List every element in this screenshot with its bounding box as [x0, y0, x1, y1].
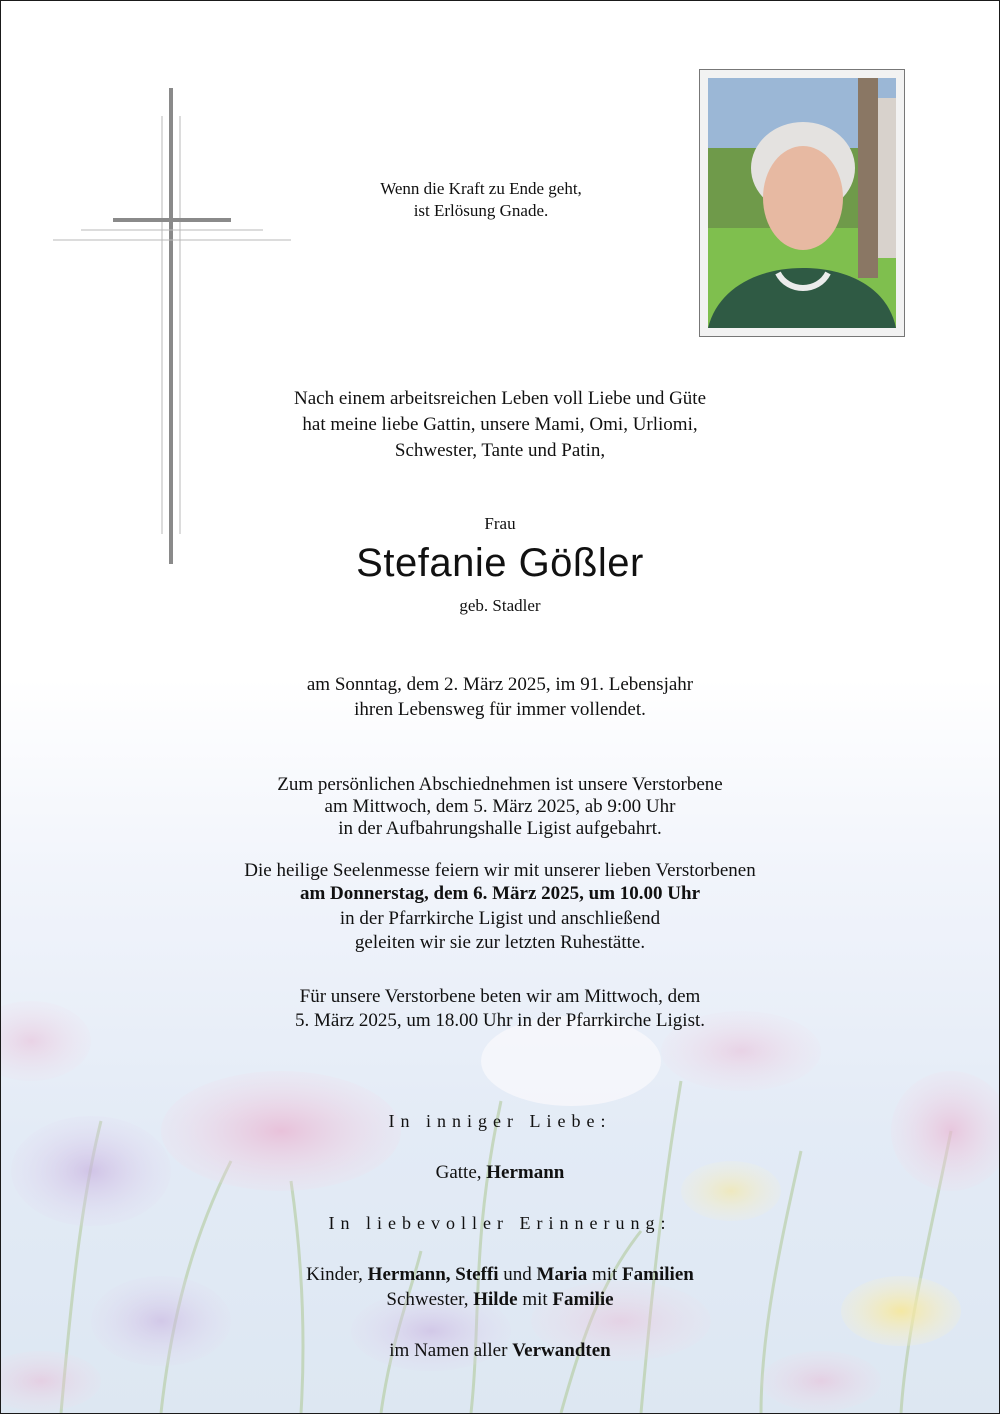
- sibling-line: [1, 1288, 999, 1312]
- portrait-frame: [699, 69, 905, 337]
- death-line-2: ihren Lebensweg für immer vollendet.: [354, 699, 646, 720]
- intro-line-3: Schwester, Tante und Patin,: [394, 440, 606, 461]
- intro-line-1: Nach einem arbeitsreichen Leben voll Liebe und Güte: [293, 388, 707, 409]
- relatives-prefix: im Namen aller: [389, 1340, 508, 1361]
- with-word-2: mit: [522, 1289, 548, 1310]
- mass-line-1: Die heilige Seelenmesse feiern wir mit unserer lieben Verstorbenen: [244, 860, 756, 881]
- prayer-line-1: Für unsere Verstorbene beten wir am Mittwoch, dem: [299, 986, 701, 1007]
- deceased-name: Stefanie Gößler: [356, 541, 644, 585]
- with-word-1: mit: [591, 1264, 618, 1285]
- spouse-prefix: Gatte,: [435, 1162, 482, 1183]
- spouse-line: [1, 1161, 999, 1185]
- viewing-line-3: in der Aufbahrungshalle Ligist aufgebahrt.: [338, 818, 662, 839]
- family: Familie: [552, 1289, 614, 1310]
- prayer-line-2: 5. März 2025, um 18.00 Uhr in der Pfarrkirche Ligist.: [295, 1010, 705, 1031]
- and-word: und: [503, 1264, 532, 1285]
- families: Familien: [622, 1264, 694, 1285]
- portrait-photo: [708, 78, 896, 328]
- quote-line-2: ist Erlösung Gnade.: [413, 201, 549, 220]
- quote-line-1: Wenn die Kraft zu Ende geht,: [380, 179, 582, 198]
- relatives: Verwandten: [512, 1340, 611, 1361]
- mourners-heading-2: In liebevoller Erinnerung:: [328, 1213, 672, 1233]
- death-line-1: am Sonntag, dem 2. März 2025, im 91. Lebensjahr: [306, 674, 694, 695]
- relatives-line: [1, 1339, 999, 1363]
- birth-name: geb. Stadler: [459, 596, 541, 615]
- child-1: Hermann,: [367, 1264, 451, 1285]
- children-line: [1, 1263, 999, 1287]
- viewing-line-1: Zum persönlichen Abschiednehmen ist unsere Verstorbene: [277, 774, 723, 795]
- mass-line-3: in der Pfarrkirche Ligist und anschließend: [339, 908, 661, 929]
- mass-line-4: geleiten wir sie zur letzten Ruhestätte.: [354, 932, 646, 953]
- salutation: Frau: [484, 514, 516, 533]
- quote: [331, 178, 631, 222]
- cross-icon: [51, 86, 296, 566]
- spouse-name: Hermann: [486, 1162, 565, 1183]
- viewing-line-2: am Mittwoch, dem 5. März 2025, ab 9:00 Uhr: [324, 796, 676, 817]
- child-2: Steffi: [455, 1264, 499, 1285]
- child-3: Maria: [536, 1264, 588, 1285]
- mass-line-2: am Donnerstag, dem 6. März 2025, um 10.00 Uhr: [299, 883, 700, 904]
- sibling-name: Hilde: [473, 1289, 518, 1310]
- portrait-icon: [708, 78, 896, 328]
- children-prefix: Kinder,: [306, 1264, 363, 1285]
- intro-line-2: hat meine liebe Gattin, unsere Mami, Omi, Urliomi,: [302, 414, 698, 435]
- mourners-heading-1: In inniger Liebe:: [388, 1111, 612, 1131]
- sibling-prefix: Schwester,: [386, 1289, 469, 1310]
